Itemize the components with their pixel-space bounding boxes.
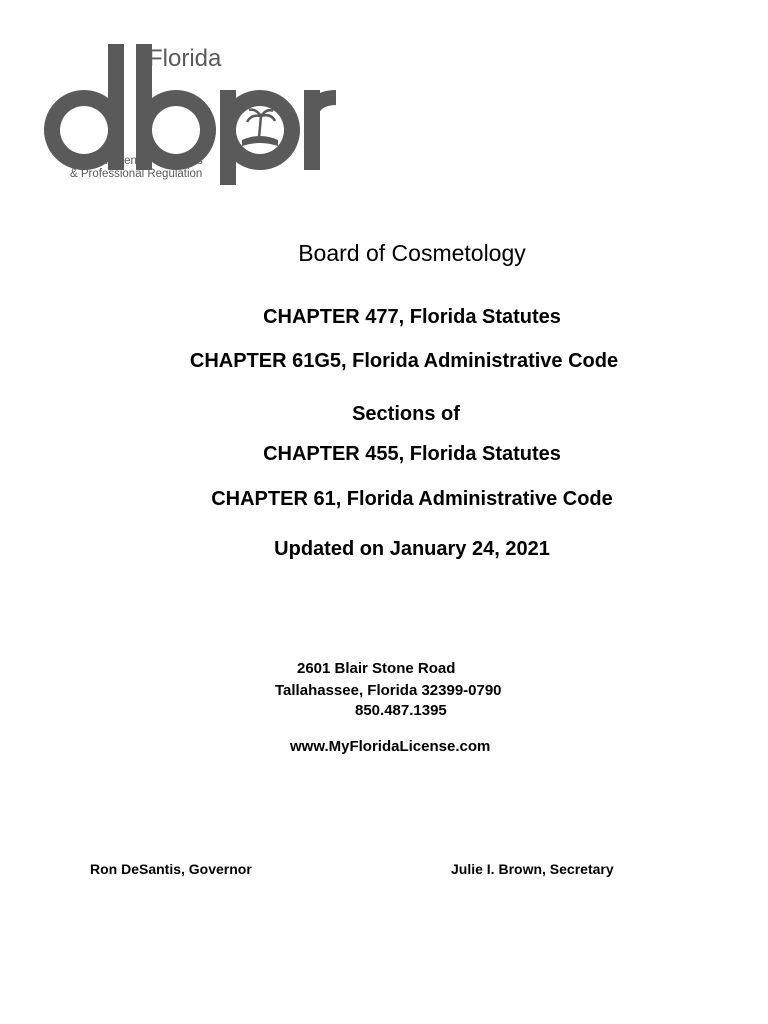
address-street: 2601 Blair Stone Road <box>297 660 456 677</box>
secretary-name: Julie I. Brown, Secretary <box>451 861 614 877</box>
logo-dept-line1: Department of Business <box>80 155 203 167</box>
sections-of-heading: Sections of <box>352 403 460 425</box>
chapter-61: CHAPTER 61, Florida Administrative Code <box>211 488 613 510</box>
website-link[interactable]: www.MyFloridaLicense.com <box>290 738 491 755</box>
governor-name: Ron DeSantis, Governor <box>90 861 252 877</box>
dbpr-logo <box>40 40 340 185</box>
chapter-477: CHAPTER 477, Florida Statutes <box>263 306 561 328</box>
updated-date: Updated on January 24, 2021 <box>274 538 550 560</box>
chapter-455: CHAPTER 455, Florida Statutes <box>263 443 561 465</box>
address-phone: 850.487.1395 <box>355 702 447 719</box>
page-title: Board of Cosmetology <box>298 240 526 266</box>
logo-state-text: Florida <box>148 45 222 72</box>
logo-dept-line2: & Professional Regulation <box>70 168 203 180</box>
logo-wordmark: dbpr <box>40 40 43 41</box>
chapter-61g5: CHAPTER 61G5, Florida Administrative Code <box>189 350 619 372</box>
address-city: Tallahassee, Florida 32399-0790 <box>275 682 502 699</box>
